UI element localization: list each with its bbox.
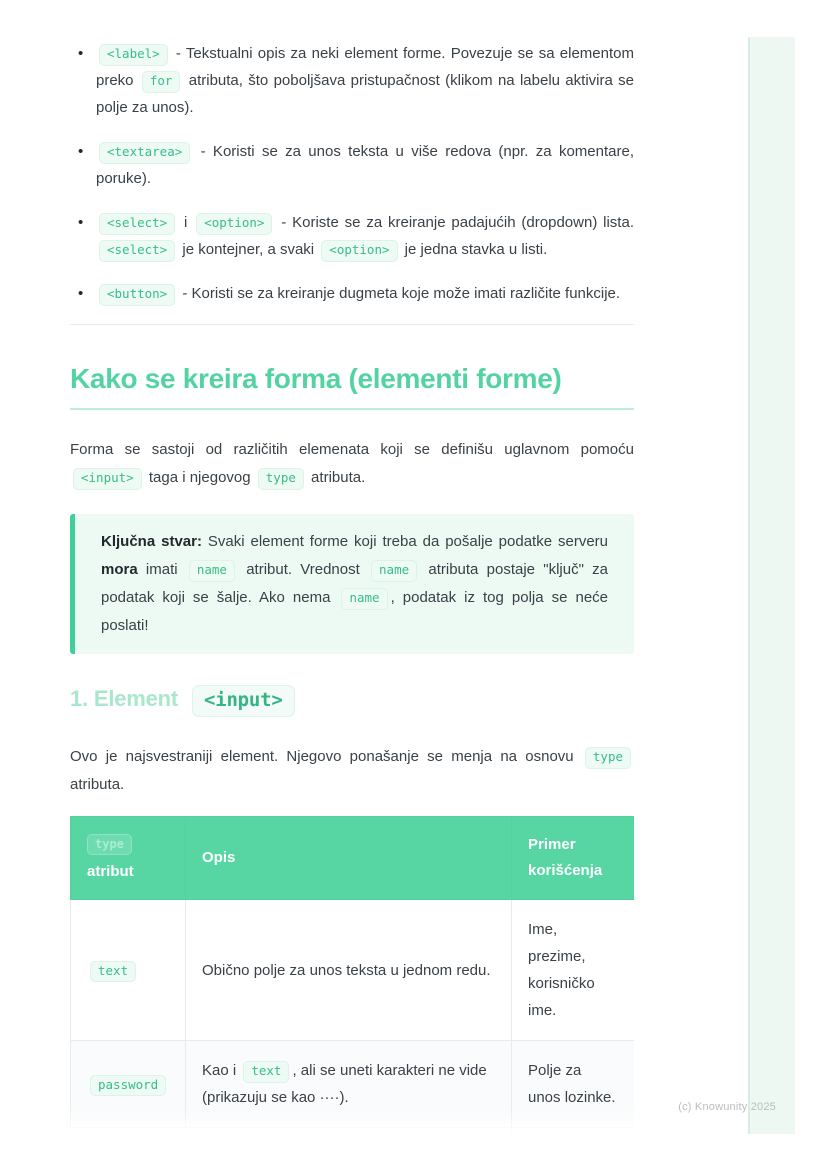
callout-text: Ključna stvar: Svaki element forme koji treba da pošalje podatke serveru mora imati name atribut. Vrednost name atributa postaje "ključ" za podatak koji se šalje. Ako nema name , podatak iz tog polja se neće poslati! [101, 533, 609, 634]
cell-example: Polje za unos lozinke. [512, 1041, 635, 1128]
cell-example: Ime, prezime, korisničko ime. [512, 900, 635, 1041]
table-header-row [71, 817, 635, 900]
cell-example [512, 1128, 635, 1135]
table-row-text [71, 900, 635, 1041]
bold-text: Ključna stvar: [101, 533, 202, 550]
list-item-label: • <label> - Tekstualni opis za neki element forme. Povezuje se sa elementom preko for atributa, što poboljšava pristupačnost (klikom na labelu aktivira se polje za unos). [70, 40, 634, 121]
page-title: Kako se kreira forma (elementi forme) [70, 362, 634, 410]
inline-code-badge: <select> [99, 213, 175, 235]
inline-code-badge: <select> [99, 240, 175, 262]
inline-code-badge: password [90, 1075, 166, 1097]
intro-paragraph: Forma se sastoji od različitih elemenata koji se definišu uglavnom pomoću <input> taga i njegovog type atributa. [70, 436, 634, 492]
inline-code-badge: <option> [321, 240, 397, 262]
list-item-select-option: • <select> i <option> - Koriste se za kreiranje padajućih (dropdown) lista. <select> je kontejner, a svaki <option> je jedna stavka u listi. [70, 209, 634, 263]
inline-code-badge: text [243, 1061, 289, 1083]
list-item-button: • <button> - Koristi se za kreiranje dugmeta koje može imati različite funkcije. [70, 280, 634, 307]
header-cell-type-atribut: type atribut [71, 817, 186, 900]
inline-code-badge: type [258, 468, 304, 490]
input-paragraph: Ovo je najsvestraniji element. Njegovo ponašanje se menja na osnovu type atributa. [70, 743, 634, 799]
bold-text: mora [101, 561, 138, 578]
inline-code-badge: name [371, 560, 417, 582]
inline-code-badge: <option> [196, 213, 272, 235]
table-row-password [71, 1041, 635, 1128]
table-wrap [70, 816, 634, 1134]
header-cell-opis: Opis [186, 817, 512, 900]
input-types-table [70, 816, 634, 1134]
table-row-partial [71, 1128, 635, 1135]
inline-code-badge: <label> [99, 44, 168, 66]
inline-code-badge: <input> [73, 468, 142, 490]
header-cell-primer: Primer korišćenja [512, 817, 635, 900]
inline-code-badge: type [585, 747, 631, 769]
cell-description: Kao i text , ali se uneti karakteri ne vide (prikazuju se kao ····). [186, 1041, 512, 1128]
inline-code-badge: type [87, 834, 132, 855]
inline-code-badge: <textarea> [99, 142, 190, 164]
inline-code-badge: text [90, 961, 136, 983]
list-item-textarea: • <textarea> - Koristi se za unos teksta u više redova (npr. za komentare, poruke). [70, 138, 634, 192]
cell-type [71, 1041, 186, 1128]
callout-box [70, 514, 634, 654]
cell-type [71, 900, 186, 1041]
inline-code-badge: name [189, 560, 235, 582]
inline-code-badge: <input> [192, 685, 295, 717]
cell-type [71, 1128, 186, 1135]
section-divider [70, 324, 634, 325]
bullet-list [70, 40, 634, 307]
inline-code-badge: name [341, 588, 387, 610]
cell-description [186, 1128, 512, 1135]
content [70, 0, 634, 1134]
side-strip [748, 37, 795, 1134]
inline-code-badge: for [142, 71, 181, 93]
footer-copyright: (c) Knowunity 2025 [678, 1101, 776, 1113]
inline-code-badge: <button> [99, 284, 175, 306]
cell-description: Obično polje za unos teksta u jednom redu. [186, 900, 512, 1041]
subsection-title: 1. Element <input> [70, 682, 634, 717]
